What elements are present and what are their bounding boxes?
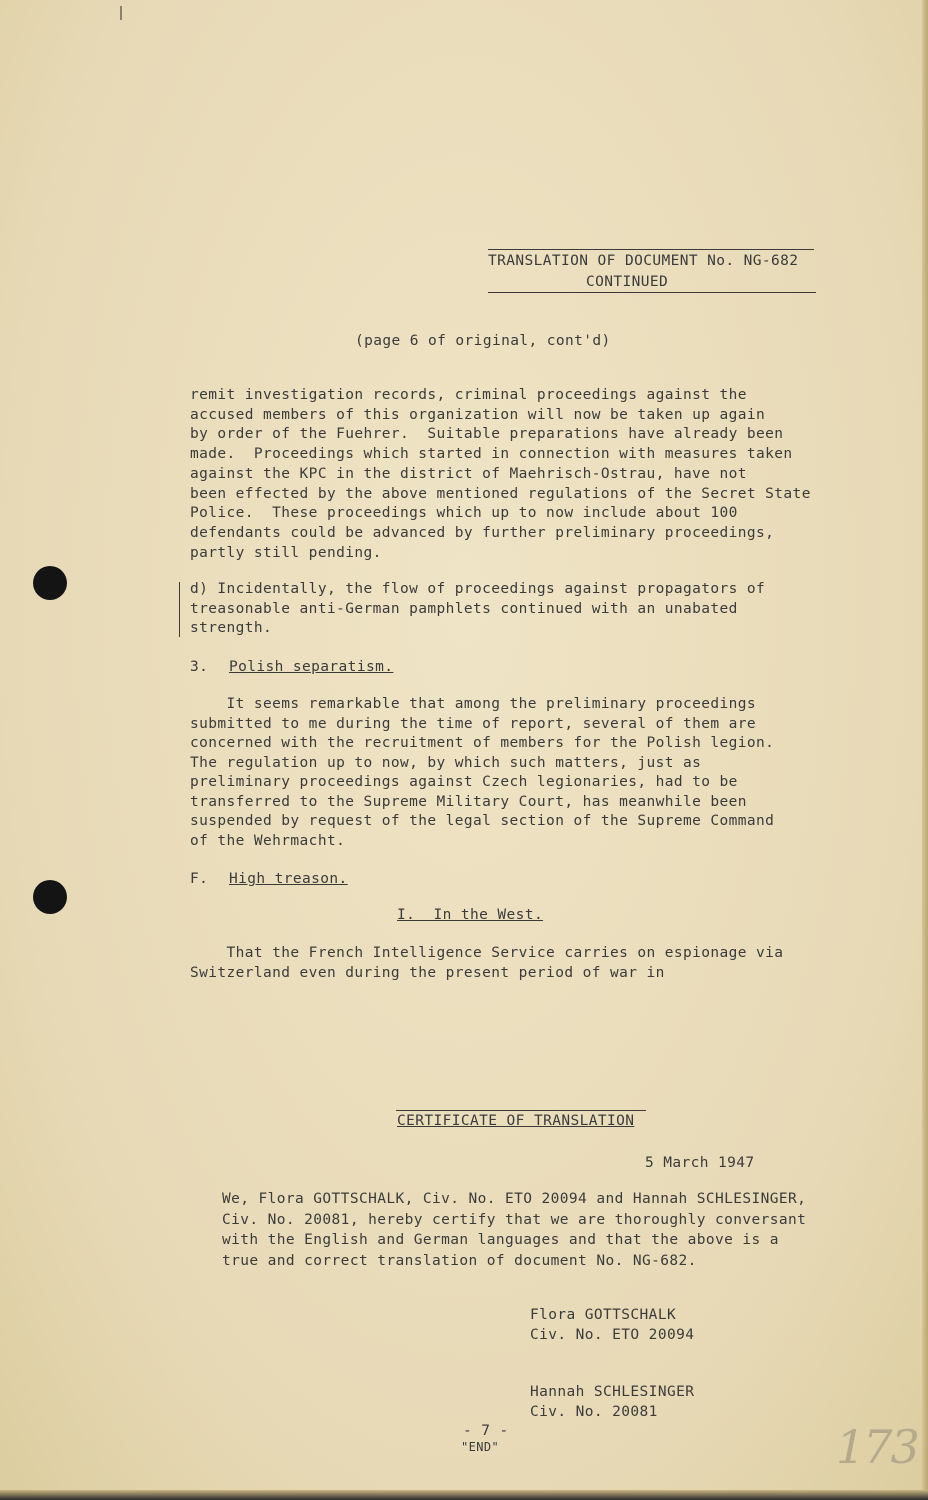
text-line: concerned with the recruitment of members for the Polish legion.: [190, 735, 775, 751]
text-line: made. Proceedings which started in connection with measures taken: [190, 446, 793, 463]
text-line: transferred to the Supreme Military Court, has meanwhile been: [190, 793, 747, 810]
signer-id: Civ. No. 20081: [530, 1404, 658, 1420]
section-number: 3.: [190, 659, 209, 675]
section-letter: F.: [190, 871, 209, 887]
text-line: treasonable anti-German pamphlets continued with an unabated: [190, 600, 738, 617]
header-rule-top: [488, 249, 814, 250]
text-line: by order of the Fuehrer. Suitable preparations have already been: [190, 426, 784, 443]
signer-id: Civ. No. ETO 20094: [530, 1327, 695, 1343]
section-heading: Polish separatism.: [229, 659, 394, 675]
section-heading: High treason.: [229, 871, 348, 887]
text-line: We, Flora GOTTSCHALK, Civ. No. ETO 20094 and Hannah SCHLESINGER,: [222, 1191, 807, 1207]
subsection-heading: I. In the West.: [397, 907, 544, 923]
certificate-title: CERTIFICATE OF TRANSLATION: [397, 1113, 635, 1129]
text-line: been effected by the above mentioned regulations of the Secret State: [190, 485, 811, 502]
page-reference: (page 6 of original, cont'd): [355, 333, 611, 349]
margin-mark: [179, 582, 180, 637]
page-edge-right: [922, 0, 928, 1500]
text-line: suspended by request of the legal section of the Supreme Command: [190, 813, 775, 829]
text-line: Civ. No. 20081, hereby certify that we are thoroughly conversant: [222, 1211, 807, 1228]
text-line: That the French Intelligence Service carries on espionage via: [190, 945, 784, 961]
signer-name: Hannah SCHLESINGER: [530, 1384, 695, 1400]
text-line: preliminary proceedings against Czech legionaries, had to be: [190, 774, 738, 790]
text-line: Switzerland even during the present period of war in: [190, 964, 665, 981]
document-title: TRANSLATION OF DOCUMENT No. NG-682: [488, 253, 799, 269]
page-number: - 7 -: [463, 1423, 509, 1439]
text-line: defendants could be advanced by further preliminary proceedings,: [190, 524, 775, 541]
text-line: Police. These proceedings which up to now include about 100: [190, 505, 738, 522]
header-rule-bottom: [488, 292, 816, 293]
text-line: d) Incidentally, the flow of proceedings against propagators of: [190, 581, 766, 597]
corner-mark: [120, 6, 122, 20]
text-line: partly still pending.: [190, 544, 382, 561]
certificate-rule: [396, 1110, 646, 1111]
page-edge-bottom: [0, 1490, 928, 1500]
text-line: submitted to me during the time of report, several of them are: [190, 715, 757, 732]
punch-hole-icon: [33, 880, 67, 914]
handwritten-page-number: 173: [836, 1420, 918, 1474]
text-line: strength.: [190, 620, 273, 637]
text-line: accused members of this organization will now be taken up again: [190, 406, 766, 423]
text-line: The regulation up to now, by which such matters, just as: [190, 754, 702, 771]
end-mark: "END": [461, 1440, 500, 1454]
text-line: remit investigation records, criminal proceedings against the: [190, 387, 747, 403]
certificate-date: 5 March 1947: [645, 1155, 755, 1171]
text-line: of the Wehrmacht.: [190, 832, 346, 849]
signer-name: Flora GOTTSCHALK: [530, 1307, 677, 1323]
text-line: against the KPC in the district of Maehrisch-Ostrau, have not: [190, 465, 747, 482]
continued-label: CONTINUED: [586, 274, 669, 290]
text-line: true and correct translation of document No. NG-682.: [222, 1252, 697, 1269]
text-line: It seems remarkable that among the preliminary proceedings: [190, 696, 757, 712]
text-line: with the English and German languages and that the above is a: [222, 1232, 779, 1248]
punch-hole-icon: [33, 566, 67, 600]
